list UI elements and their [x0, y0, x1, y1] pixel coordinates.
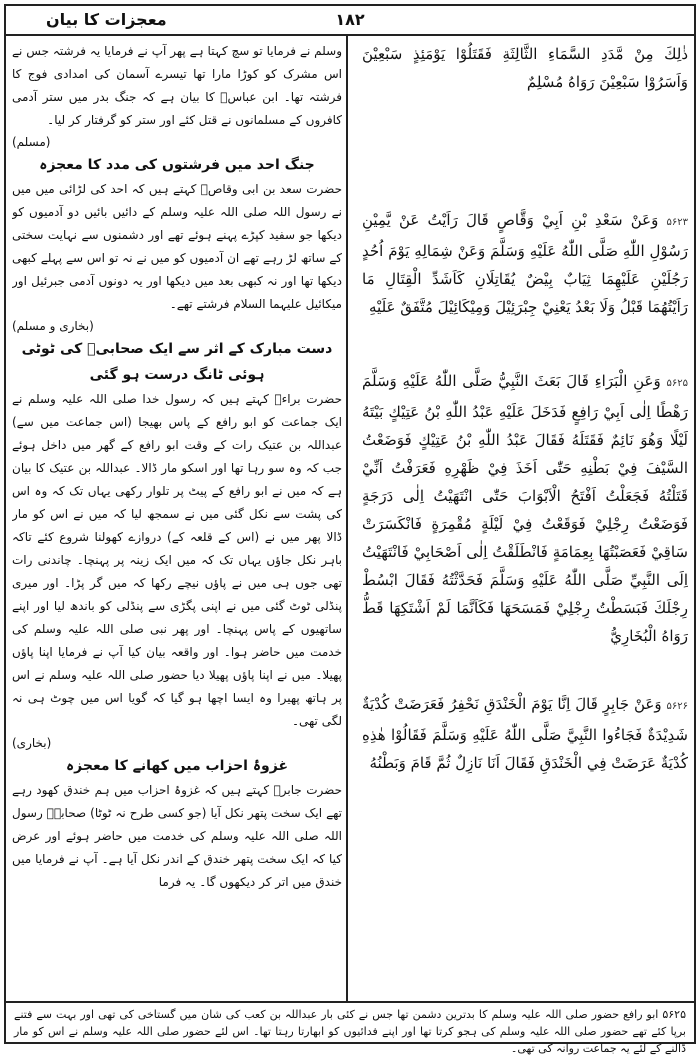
hadith-text: وَعَنْ سَعْدِ بْنِ اَبِيْ وَقَّاصٍ قَالَ رَاَيْتُ عَنْ يَّمِيْنِ رَسُوْلِ اللّٰهِ صَلَّى اللّٰهُ عَلَيْهِ وَسَلَّمَ وَعَنْ شِمَالِهِ يَوْمَ اُحُدٍ رَجُلَيْنِ عَلَيْهِمَا ثِيَابٌ بِيْضٌ يُقَاتِلَانِ كَاَشَدِّ الْقِتَالِ مَا رَاَيْتُهُمَا قَبْلُ وَلَا بَعْدُ يَعْنِيْ جِبْرَئِيْلَ وَمِيْكَائِيْلَ مُتَّفَقٌ عَلَيْهِ — [362, 211, 688, 316]
hadith-number: ۵۶۲۵ — [666, 378, 688, 389]
hadith-5626 — [362, 690, 688, 777]
citation: (مسلم) — [12, 135, 51, 149]
urdu-intro: وسلم نے فرمایا تو سچ کہتا ہے پھر آپ نے فرمایا یہ فرشتہ جس نے اس مشرک کو کوڑا مارا تھا تیسرے آسمان کی امدادی فوج کا فرشتہ تھا۔ ابن عباسؓ کا بیان ہے کہ جنگ بدر میں ستر آدمی کافروں کے مسلمانوں نے قتل کئے اور ستر کو گرفتار کر لیا۔ — [12, 44, 342, 127]
page-number: ۱۸۲ — [335, 10, 365, 29]
hadith-5625 — [362, 367, 688, 650]
hadith-5623 — [362, 206, 688, 321]
section-heading: غزوۂ احزاب میں کھانے کا معجزہ — [65, 758, 289, 774]
section-heading: دست مبارک کے اثر سے ایک صحابیؓ کی ٹوٹی ہوئی ٹانگ درست ہو گئی — [21, 341, 333, 383]
arabic-intro: ذٰلِكَ مِنْ مَّدَدِ السَّمَاءِ الثَّالِثَةِ فَقَتَلُوْا يَوْمَئِذٍ سَبْعِيْنَ وَاَسَرُوْا سَبْعِيْنَ رَوَاهُ مُسْلِمٌ — [362, 45, 688, 91]
footnote-rule — [6, 1001, 694, 1003]
page-header — [6, 6, 694, 36]
urdu-paragraph: حضرت جابرؓ کہتے ہیں کہ غزوۂ احزاب میں ہم خندق کھود رہے تھے ایک سخت پتھر نکل آیا (جو کسی طرح نہ ٹوٹا) صحابہؓ رسول اللہ صلی اللہ علیہ وسلم کی خدمت میں حاضر ہوئے اور عرض کیا کہ ایک سخت پتھر خندق کے اندر نکل آیا ہے۔ آپ نے فرمایا میں خندق میں اتر کر دیکھوں گا۔ یہ فرما — [12, 783, 342, 889]
column-divider — [346, 34, 348, 1001]
hadith-number: ۵۶۲۳ — [666, 217, 688, 228]
hadith-text: وَعَنِ الْبَرَاءِ قَالَ بَعَثَ النَّبِيُّ صَلَّى اللّٰهُ عَلَيْهِ وَسَلَّمَ رَهْطًا اِلٰى اَبِيْ رَافِعٍ فَدَخَلَ عَلَيْهِ عَبْدُ اللّٰهِ بْنُ عَتِيْكٍ بَيْتَهُ لَيْلًا وَهُوَ نَائِمٌ فَقَتَلَهُ فَقَالَ عَبْدُ اللّٰهِ بْنُ عَتِيْكٍ فَوَضَعْتُ السَّيْفَ فِيْ بَطْنِهِ حَتّٰى اَخَذَ فِيْ ظَهْرِهِ فَعَرَفْتُ اَنِّيْ قَتَلْتُهُ فَجَعَلْتُ اَفْتَحُ الْاَبْوَابَ حَتّٰى انْتَهَيْتُ اِلٰى دَرَجَةٍ فَوَضَعْتُ رِجْلِيْ فَوَقَعْتُ فِيْ لَيْلَةٍ مُقْمِرَةٍ فَانْكَسَرَتْ سَاقِيْ فَعَصَبْتُهَا بِعِمَامَةٍ فَانْطَلَقْتُ اِلٰى اَصْحَابِيْ فَانْتَهَيْتُ اِلَى النَّبِيِّ صَلَّى اللّٰهُ عَلَيْهِ وَسَلَّمَ فَحَدَّثْتُهُ فَقَالَ ابْسُطْ رِجْلَكَ فَبَسَطْتُ رِجْلِيْ فَمَسَحَهَا فَكَاَنَّمَا لَمْ اَشْتَكِهَا قَطُّ رَوَاهُ الْبُخَارِيُّ — [362, 372, 688, 645]
citation: (بخاری و مسلم) — [12, 319, 94, 333]
hadith-text: وَعَنْ جَابِرٍ قَالَ اِنَّا يَوْمَ الْخَنْدَقِ نَحْفِرُ فَعَرَضَتْ كُدْيَةٌ شَدِيْدَةٌ فَجَاءُوا النَّبِيَّ صَلَّى اللّٰهُ عَلَيْهِ وَسَلَّمَ فَقَالُوْا هٰذِهِ كُدْيَةٌ عَرَضَتْ فِي الْخَنْدَقِ فَقَالَ اَنَا نَازِلٌ ثُمَّ قَامَ وَبَطْنُهُ — [362, 695, 688, 772]
footnote: ۵۶۲۵ ابو رافع حضور صلی اللہ علیہ وسلم کا بدترین دشمن تھا جس نے کئی بار عبداللہ بن کعب کی شان میں گستاخی کی تھی اور بہت سے فتنے برپا کئے تھے حضور صلی اللہ علیہ وسلم کی ہجو کرتا تھا اور اپنے فدائیوں کو ابھارتا رہتا تھا۔ اس لئے حضور صلی اللہ علیہ وسلم نے اس کو مار ڈالنے کے لئے یہ جماعت روانہ کی تھی۔ — [14, 1008, 686, 1055]
section-heading: جنگ احد میں فرشتوں کی مدد کا معجزہ — [39, 157, 315, 173]
page-frame — [4, 4, 696, 1055]
arabic-column — [362, 40, 688, 998]
chapter-title: معجزات کا بیان — [46, 10, 167, 29]
urdu-column — [12, 40, 342, 998]
urdu-paragraph: حضرت سعد بن ابی وقاصؓ کہتے ہیں کہ احد کی لڑائی میں میں نے رسول اللہ صلی اللہ علیہ وسلم کے دائیں بائیں دو آدمیوں کو دیکھا جو سفید کپڑے پہنے ہوئے تھے اور دشمنوں سے نہایت سختی کے ساتھ لڑ رہے تھے ان آدمیوں کو میں نے نہ تو اس سے پہلے کبھی دیکھا تھا اور نہ کبھی بعد میں دیکھا اور یہ دونوں آدمی جبرئیل اور میکائیل علیہما السلام فرشتے تھے۔ — [12, 182, 342, 311]
citation: (بخاری) — [12, 736, 52, 750]
urdu-paragraph: حضرت براءؓ کہتے ہیں کہ رسول خدا صلی اللہ علیہ وسلم نے ایک جماعت کو ابو رافع کے پاس بھیجا (اس جماعت میں سے) عبداللہ بن عتیک رات کے وقت ابو رافع کے گھر میں داخل ہوئے جب کہ وہ سو رہا تھا اور اسکو مار ڈالا۔ عبداللہ بن عتیک کا بیان ہے کہ میں نے ابو رافع کے پیٹ پر تلوار رکھی یہاں تک کہ وہ اس کی پشت سے نکل گئی میں نے سمجھ لیا کہ میں نے اس کو مار ڈالا پھر میں نے (اس کے قلعہ کے) دروازے کھولنا شروع کئے تاکہ باہر نکل جاؤں یہاں تک کہ میں ایک زینہ پر پہنچا۔ چاندنی رات تھی جوں ہی میں نے پاؤں نیچے رکھا کہ میں گر پڑا۔ اور میری پنڈلی ٹوٹ گئی میں نے اپنی پگڑی سے پنڈلی کو باندھ لیا اور اپنے ساتھیوں کے پاس پہنچا۔ اور پھر نبی صلی اللہ علیہ وسلم کی خدمت میں حاضر ہوا۔ اور واقعہ بیان کیا آپ نے فرمایا اپنا پاؤں پھیلا۔ میں نے اپنا پاؤں پھیلا دیا حضور صلی اللہ علیہ وسلم نے اس پر ہاتھ پھیرا وہ ایسا اچھا ہو گیا کہ گویا اس میں چوٹ ہی نہ لگی تھی۔ — [12, 392, 342, 728]
hadith-number: ۵۶۲۶ — [666, 701, 688, 712]
